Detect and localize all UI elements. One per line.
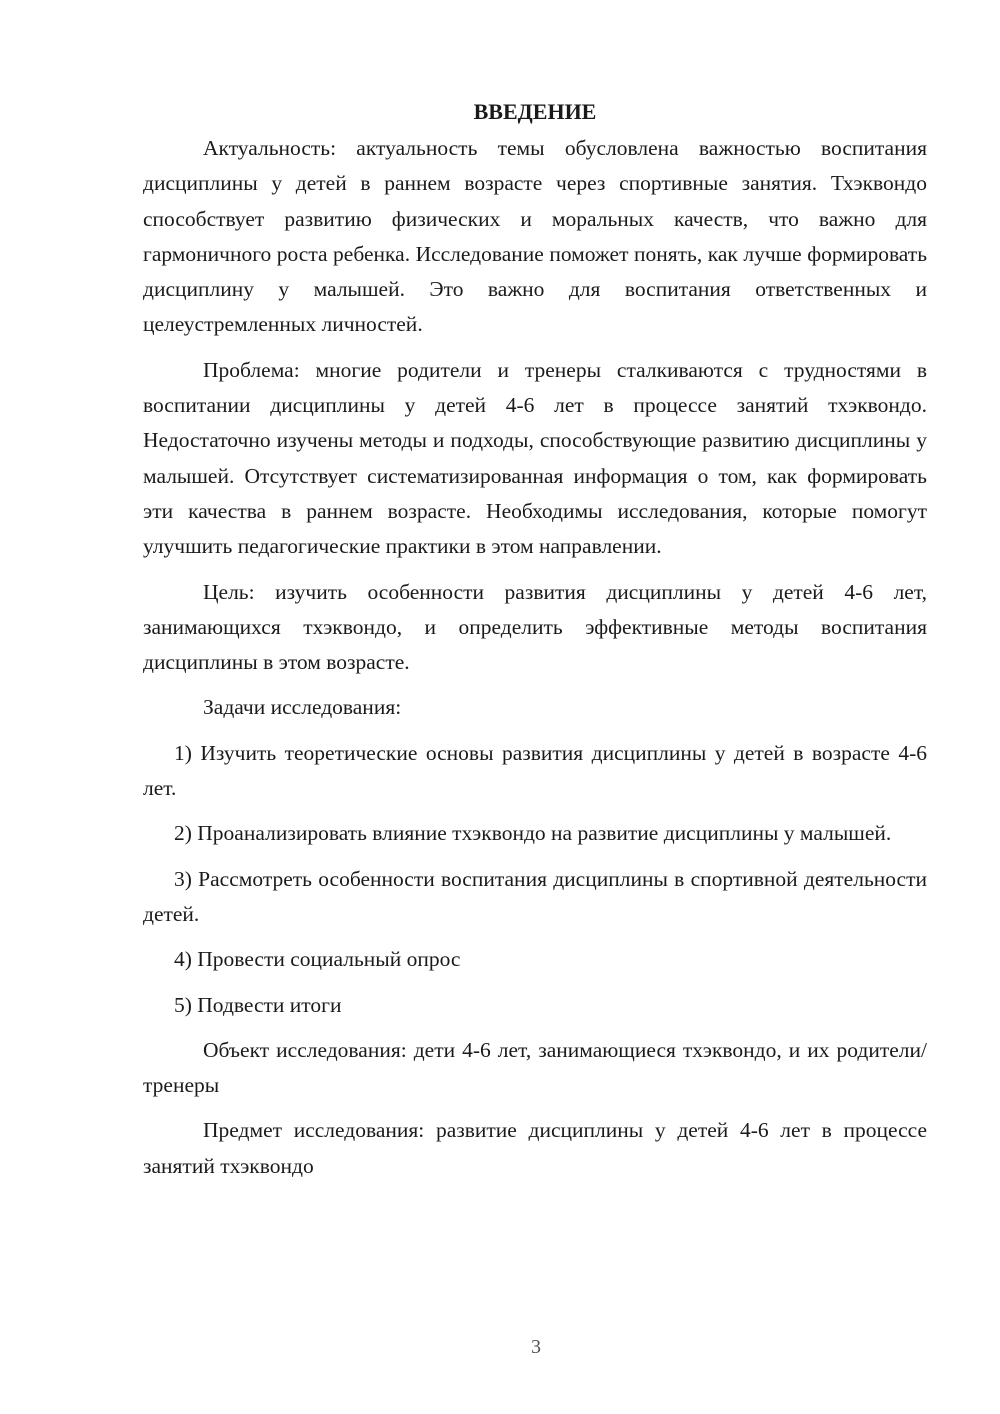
paragraph-object: Объект исследования: дети 4-6 лет, занимающиеся тхэквондо, и их родители/тренеры — [143, 1037, 927, 1098]
list-item: 3) Рассмотреть особенности воспитания дисциплины в спортивной деятельности детей. — [143, 866, 927, 926]
tasks-list — [143, 736, 927, 1023]
list-item: 1) Изучить теоретические основы развития дисциплины у детей в возрасте 4-6 лет. — [143, 740, 927, 801]
tasks-title: Задачи исследования: — [203, 695, 402, 720]
page-content — [143, 94, 927, 1194]
paragraph-goal: Цель: изучить особенности развития дисциплины у детей 4-6 лет, занимающихся тхэквондо, и определить эффективные методы воспитания дисциплины в этом возрасте. — [143, 579, 927, 675]
paragraph-subject: Предмет исследования: развитие дисциплины у детей 4-6 лет в процессе занятий тхэквондо — [143, 1118, 927, 1178]
page-number: 3 — [531, 1336, 541, 1358]
list-item: 2) Проанализировать влияние тхэквондо на развитие дисциплины у малышей. — [174, 821, 892, 846]
list-item: 5) Подвести итоги — [174, 992, 342, 1017]
list-item: 4) Провести социальный опрос — [174, 947, 461, 972]
paragraph-relevance: Актуальность: актуальность темы обусловлена важностью воспитания дисциплины у детей в раннем возрасте через спортивные занятия. Тхэквондо способствует развитию физических и моральных качеств, что важно для гармоничного роста ребенка. Исследование поможет понять, как лучше формировать дисциплину у малышей. Это важно для воспитания ответственных и целеустремленных личностей. — [143, 136, 927, 337]
paragraph-problem: Проблема: многие родители и тренеры сталкиваются с трудностями в воспитании дисциплины у детей 4-6 лет в процессе занятий тхэквондо. Недостаточно изучены методы и подходы, способствующие развитию дисциплины у малышей. Отсутствует систематизированная информация о том, как формировать эти качества в раннем возрасте. Необходимы исследования, которые помогут улучшить педагогические практики в этом направлении. — [143, 357, 927, 559]
section-heading: ВВЕДЕНИЕ — [473, 99, 597, 124]
